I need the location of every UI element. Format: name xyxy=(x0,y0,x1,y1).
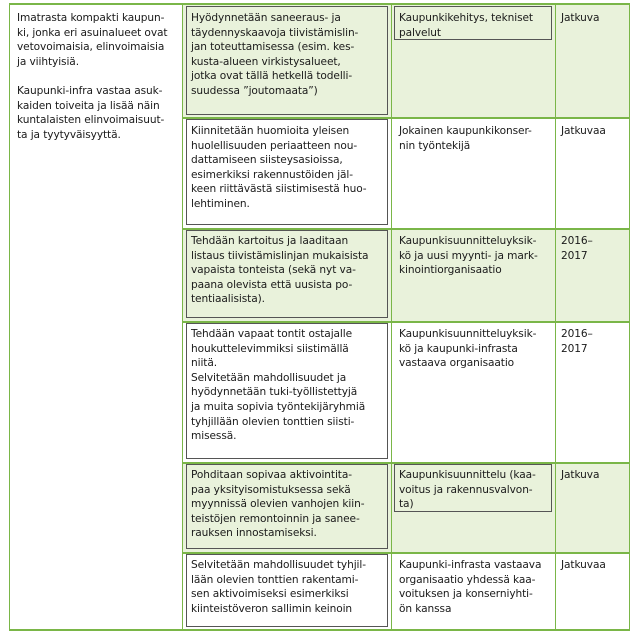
action-table xyxy=(9,3,630,631)
action-line: suudessa ”joutomaata”) xyxy=(191,84,318,97)
schedule-text xyxy=(561,558,606,573)
goal-line: vetovoimaisia, elinvoimaisia xyxy=(17,41,165,54)
responsible-line: Kaupunkisuunnitteluyksik- xyxy=(399,235,537,247)
responsible-line: Kaupunkikehitys, tekniset xyxy=(399,12,533,24)
goal-text xyxy=(17,11,179,142)
action-line: misessä. xyxy=(191,430,237,443)
schedule-line: Jatkuvaa xyxy=(561,559,606,571)
responsible-line: Jokainen kaupunkikonser- xyxy=(399,125,532,137)
action-line: tentiaalisista). xyxy=(191,293,265,306)
action-line: tyhjillään olevien tonttien siisti- xyxy=(191,415,355,428)
responsible-line: voitus ja rakennusvalvon- xyxy=(399,483,533,496)
column-divider xyxy=(391,3,392,631)
action-text xyxy=(191,11,358,99)
responsible-text xyxy=(399,234,538,278)
schedule-line: 2017 xyxy=(561,342,588,355)
column-divider xyxy=(555,3,556,631)
action-line: esimerkiksi rakennustöiden jäl- xyxy=(191,168,354,181)
column-divider xyxy=(9,3,10,631)
action-line: lään olevien tonttien rakentami- xyxy=(191,573,359,586)
action-line: vapaista tonteista (sekä nyt va- xyxy=(191,264,356,277)
goal-line: ki, jonka eri asuinalueet ovat xyxy=(17,26,168,39)
action-line: kusta-alueen virkistysalueet, xyxy=(191,55,341,68)
action-line: jotka ovat tällä hetkellä todelli- xyxy=(191,70,353,83)
responsible-line: ön kanssa xyxy=(399,602,452,615)
action-line: Selvitetään mahdollisuudet ja xyxy=(191,371,347,384)
responsible-text xyxy=(399,558,541,616)
goal-line: Imatrasta kompakti kaupun- xyxy=(17,12,165,24)
responsible-line: vastaava organisaatio xyxy=(399,357,515,370)
action-line: jan toteuttamisessa (esim. kes- xyxy=(191,41,355,54)
action-line: rauksen innostamiseksi. xyxy=(191,527,317,540)
action-text xyxy=(191,327,365,444)
responsible-line: voituksen ja konserniyhti- xyxy=(399,588,533,601)
goal-line: ja viihtyisiä. xyxy=(17,55,79,68)
goal-line: ta ja tyytyväisyyttä. xyxy=(17,128,121,141)
action-line: sen aktivoimiseksi esimerkiksi xyxy=(191,588,349,601)
action-line: myynnissä olevien vanhojen kiin- xyxy=(191,498,365,511)
action-line: listaus tiivistämislinjan mukaisista xyxy=(191,249,369,262)
responsible-text xyxy=(399,124,532,153)
responsible-line: Kaupunkisuunnittelu (kaa- xyxy=(399,469,536,481)
action-text xyxy=(191,124,367,212)
action-line: Hyödynnetään saneeraus- ja xyxy=(191,12,341,24)
responsible-line: kö ja uusi myynti- ja mark- xyxy=(399,249,538,262)
action-line: teistöjen remontoinnin ja sanee- xyxy=(191,512,360,525)
responsible-line: Kaupunki-infrasta vastaava xyxy=(399,559,542,571)
action-line: Tehdään vapaat tontit ostajalle xyxy=(191,328,353,340)
schedule-line: 2016– xyxy=(561,328,593,340)
action-line: ja muita sopivia työntekijäryhmiä xyxy=(191,400,366,413)
action-line: Tehdään kartoitus ja laaditaan xyxy=(191,235,349,247)
schedule-text xyxy=(561,11,599,26)
schedule-text xyxy=(561,124,606,139)
responsible-line: palvelut xyxy=(399,26,441,39)
action-text xyxy=(191,558,366,616)
action-text xyxy=(191,468,364,541)
goal-line: Kaupunki-infra vastaa asuk- xyxy=(17,84,163,97)
action-text xyxy=(191,234,368,307)
table-bottom-border xyxy=(9,629,630,631)
responsible-line: organisaatio yhdessä kaa- xyxy=(399,573,536,586)
column-divider xyxy=(182,3,183,631)
action-line: niitä. xyxy=(191,357,218,370)
action-line: huolellisuuden periaatteen nou- xyxy=(191,139,358,152)
action-line: paa yksityisomistuksessa sekä xyxy=(191,483,351,496)
responsible-text xyxy=(399,327,536,371)
schedule-line: 2016– xyxy=(561,235,593,247)
action-line: houkuttelevimmiksi siistimällä xyxy=(191,342,349,355)
action-line: Kiinnitetään huomioita yleisen xyxy=(191,125,350,137)
responsible-line: kö ja kaupunki-infrasta xyxy=(399,342,518,355)
schedule-text xyxy=(561,327,593,356)
schedule-text xyxy=(561,468,599,483)
goal-line: kuntalaisten elinvoimaisuut- xyxy=(17,114,165,127)
action-line: dattamiseen siisteysasioissa, xyxy=(191,154,343,167)
responsible-line: nin työntekijä xyxy=(399,139,471,152)
responsible-line: ta) xyxy=(399,498,414,511)
responsible-text xyxy=(399,11,533,40)
goal-line: kaiden toiveita ja lisää näin xyxy=(17,99,160,112)
schedule-line: 2017 xyxy=(561,249,588,262)
responsible-line: kinointiorganisaatio xyxy=(399,264,502,277)
action-line: hyödynnetään tuki-työllistettyjä xyxy=(191,386,358,399)
action-line: kiinteistöveron sallimin keinoin xyxy=(191,602,353,615)
action-line: Selvitetään mahdollisuudet tyhjil- xyxy=(191,559,366,571)
responsible-line: Kaupunkisuunnitteluyksik- xyxy=(399,328,537,340)
schedule-line: Jatkuva xyxy=(561,469,600,481)
responsible-text xyxy=(399,468,536,512)
action-line: Pohditaan sopivaa aktivointita- xyxy=(191,469,352,481)
schedule-text xyxy=(561,234,593,263)
action-line: paana olevista että uusista po- xyxy=(191,278,353,291)
schedule-line: Jatkuva xyxy=(561,12,600,24)
table-top-border xyxy=(9,3,630,5)
column-divider xyxy=(629,3,630,631)
action-line: täydennyskaavoja tiivistämislin- xyxy=(191,26,359,39)
action-line: keen riittävästä siistimisestä huo- xyxy=(191,183,367,196)
action-line: lehtiminen. xyxy=(191,197,250,210)
schedule-line: Jatkuvaa xyxy=(561,125,606,137)
